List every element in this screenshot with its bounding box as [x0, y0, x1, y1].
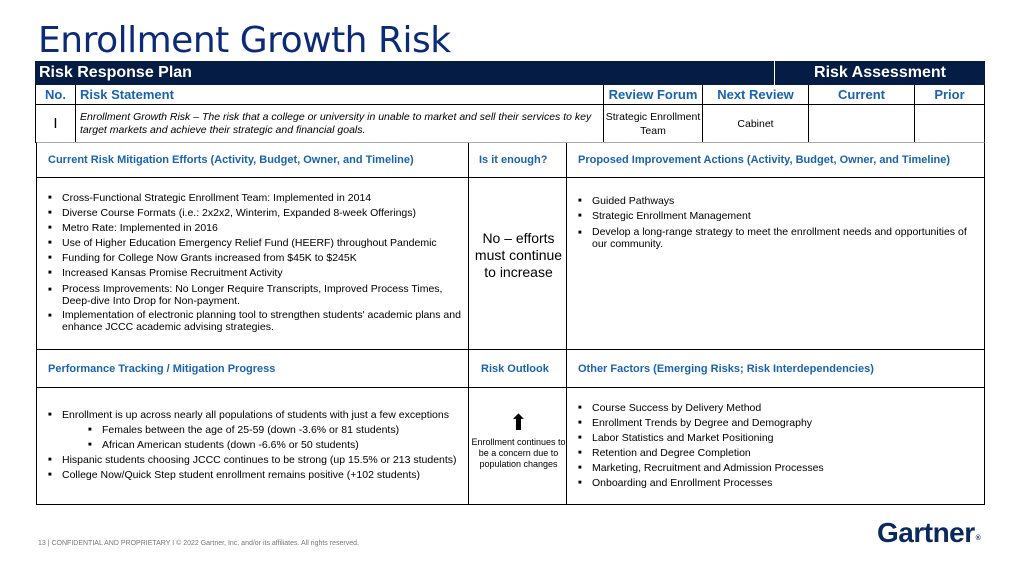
list-item: ■ Increased Kansas Promise Recruitment Activity	[48, 266, 468, 281]
gartner-logo	[877, 517, 980, 549]
list-item: ■ Use of Higher Education Emergency Relief Fund (HEERF) throughout Pandemic	[48, 236, 468, 251]
list-item: ■ Females between the age of 25-59 (down -3.6% or 81 students)	[48, 423, 468, 438]
divider	[37, 349, 984, 350]
col-prior: Prior	[934, 87, 965, 102]
registered-mark: ®	[975, 535, 981, 542]
risk-outlook	[470, 411, 567, 470]
risk-number: I	[36, 105, 76, 142]
divider	[37, 387, 984, 388]
list-item: ■ Process Improvements: No Longer Require Transcripts, Improved Process Times, Deep-dive Into Drop for Non-payment.	[48, 283, 468, 307]
is-it-enough-header: Is it enough?	[479, 154, 548, 166]
column-headers	[35, 85, 985, 105]
list-item: ■ Labor Statistics and Market Positioning	[578, 431, 978, 446]
tracking-header: Performance Tracking / Mitigation Progress	[48, 363, 276, 375]
mitigation-grid	[36, 142, 985, 505]
list-item: ■ Course Success by Delivery Method	[578, 401, 978, 416]
list-item: ■ Guided Pathways	[578, 194, 978, 209]
list-item: ■ Enrollment is up across nearly all populations of students with just a few exceptions	[48, 408, 468, 423]
current-assessment-cell	[809, 105, 915, 142]
risk-assessment-header: Risk Assessment	[814, 64, 946, 81]
logo-text: Gartner	[877, 517, 975, 548]
proposed-actions-list	[578, 194, 978, 251]
table-header-bar	[35, 61, 985, 85]
col-next-review: Next Review	[703, 85, 809, 104]
footer-text: 13 | CONFIDENTIAL AND PROPRIETARY I © 2022 Gartner, Inc. and/or its affiliates. All rights reserved.	[38, 540, 359, 547]
mitigation-header: Current Risk Mitigation Efforts (Activity, Budget, Owner, and Timeline)	[48, 154, 414, 166]
list-item: ■ Implementation of electronic planning tool to strengthen students' academic plans and enhance JCCC academic advising strategies.	[48, 309, 468, 333]
list-item: ■ Hispanic students choosing JCCC continues to be strong (up 15.5% or 213 students)	[48, 453, 468, 468]
risk-response-plan-header: Risk Response Plan	[35, 61, 775, 85]
col-current: Current	[809, 85, 915, 104]
list-item: ■ Diverse Course Formats (i.e.: 2x2x2, Winterim, Expanded 8-week Offerings)	[48, 206, 468, 221]
is-it-enough-value: No – efforts must continue to increase	[474, 230, 563, 280]
mitigation-list	[48, 191, 468, 334]
risk-outlook-header: Risk Outlook	[481, 363, 549, 375]
list-item: ■ Marketing, Recruitment and Admission Processes	[578, 461, 978, 476]
risk-outlook-text: Enrollment continues to be a concern due to population changes	[471, 437, 566, 469]
other-factors-list	[578, 401, 978, 491]
col-review-forum: Review Forum	[604, 85, 703, 104]
tracking-list	[48, 408, 468, 483]
list-item: ■ College Now/Quick Step student enrollment remains positive (+102 students)	[48, 468, 468, 483]
proposed-actions-header: Proposed Improvement Actions (Activity, Budget, Owner, and Timeline)	[578, 154, 951, 166]
risk-table	[35, 61, 985, 143]
list-item: ■ Onboarding and Enrollment Processes	[578, 476, 978, 491]
risk-statement-text: Enrollment Growth Risk – The risk that a college or university in unable to market and sell their services to key target markets and achieve their strategic and financial goals.	[76, 105, 604, 142]
page-title: Enrollment Growth Risk	[38, 20, 451, 61]
list-item: ■ Metro Rate: Implemented in 2016	[48, 221, 468, 236]
list-item: ■ Funding for College Now Grants increased from $45K to $245K	[48, 251, 468, 266]
up-arrow-icon: ⬆	[509, 410, 528, 435]
divider	[37, 177, 984, 178]
prior-assessment-cell	[915, 105, 984, 142]
list-item: ■ African American students (down -6.6% or 50 students)	[48, 438, 468, 453]
list-item: ■ Enrollment Trends by Degree and Demography	[578, 416, 978, 431]
table-row	[35, 105, 985, 143]
next-review-value: Cabinet	[703, 105, 809, 142]
list-item: ■ Strategic Enrollment Management	[578, 209, 978, 224]
review-forum-value: Strategic Enrollment Team	[604, 105, 703, 142]
list-item: ■ Retention and Degree Completion	[578, 446, 978, 461]
list-item: ■ Develop a long-range strategy to meet the enrollment needs and opportunities of our community.	[578, 226, 978, 250]
col-no: No.	[36, 85, 76, 104]
divider	[468, 143, 469, 504]
other-factors-header: Other Factors (Emerging Risks; Risk Interdependencies)	[578, 363, 874, 375]
col-risk-statement: Risk Statement	[76, 85, 604, 104]
list-item: ■ Cross-Functional Strategic Enrollment Team: Implemented in 2014	[48, 191, 468, 206]
